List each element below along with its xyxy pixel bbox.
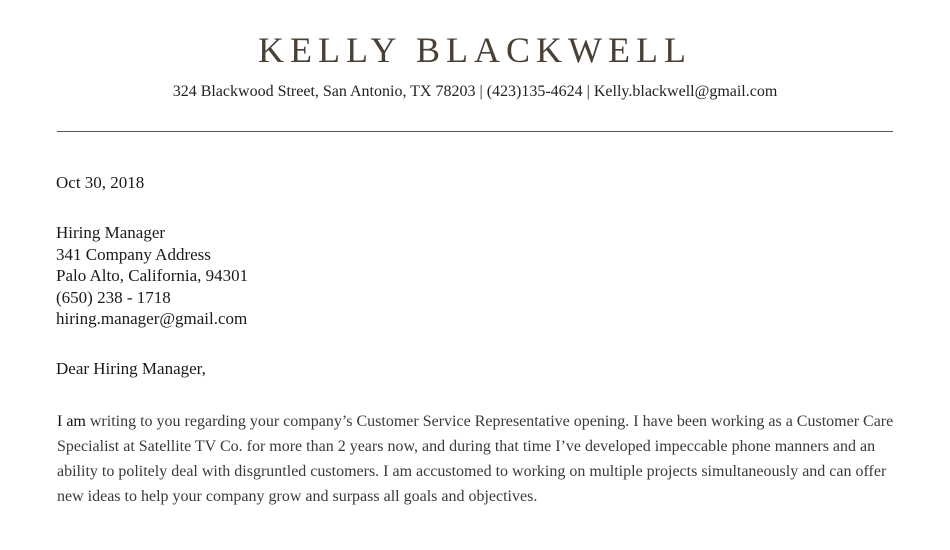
applicant-name: KELLY BLACKWELL [258,30,692,70]
paragraph-lead: I am [57,413,86,430]
recipient-block [56,222,248,330]
recipient-phone: (650) 238 - 1718 [56,287,171,307]
body-paragraph [57,409,907,509]
recipient-title: Hiring Manager [56,223,166,242]
paragraph-text: writing to you regarding your company’s Customer Service Representative opening. I have been working as a Customer Care Specialist at Satellite TV Co. for more than 2 years now, and during that time I’ve developed impeccable phone manners and an ability to politely deal with disgruntled customers. I am accustomed to working on multiple projects simultaneously and can offer new ideas to help your company grow and surpass all goals and objectives. [57,413,894,505]
recipient-address: 341 Company Address [56,244,211,264]
applicant-contact-line: 324 Blackwood Street, San Antonio, TX 78203 | (423)135-4624 | Kelly.blackwell@gmail.com [172,83,778,100]
salutation: Dear Hiring Manager, [56,359,206,378]
header-divider [57,131,893,132]
letter-date: Oct 30, 2018 [56,173,145,192]
recipient-email: hiring.manager@gmail.com [56,309,248,328]
recipient-city: Palo Alto, California, 94301 [56,266,249,285]
